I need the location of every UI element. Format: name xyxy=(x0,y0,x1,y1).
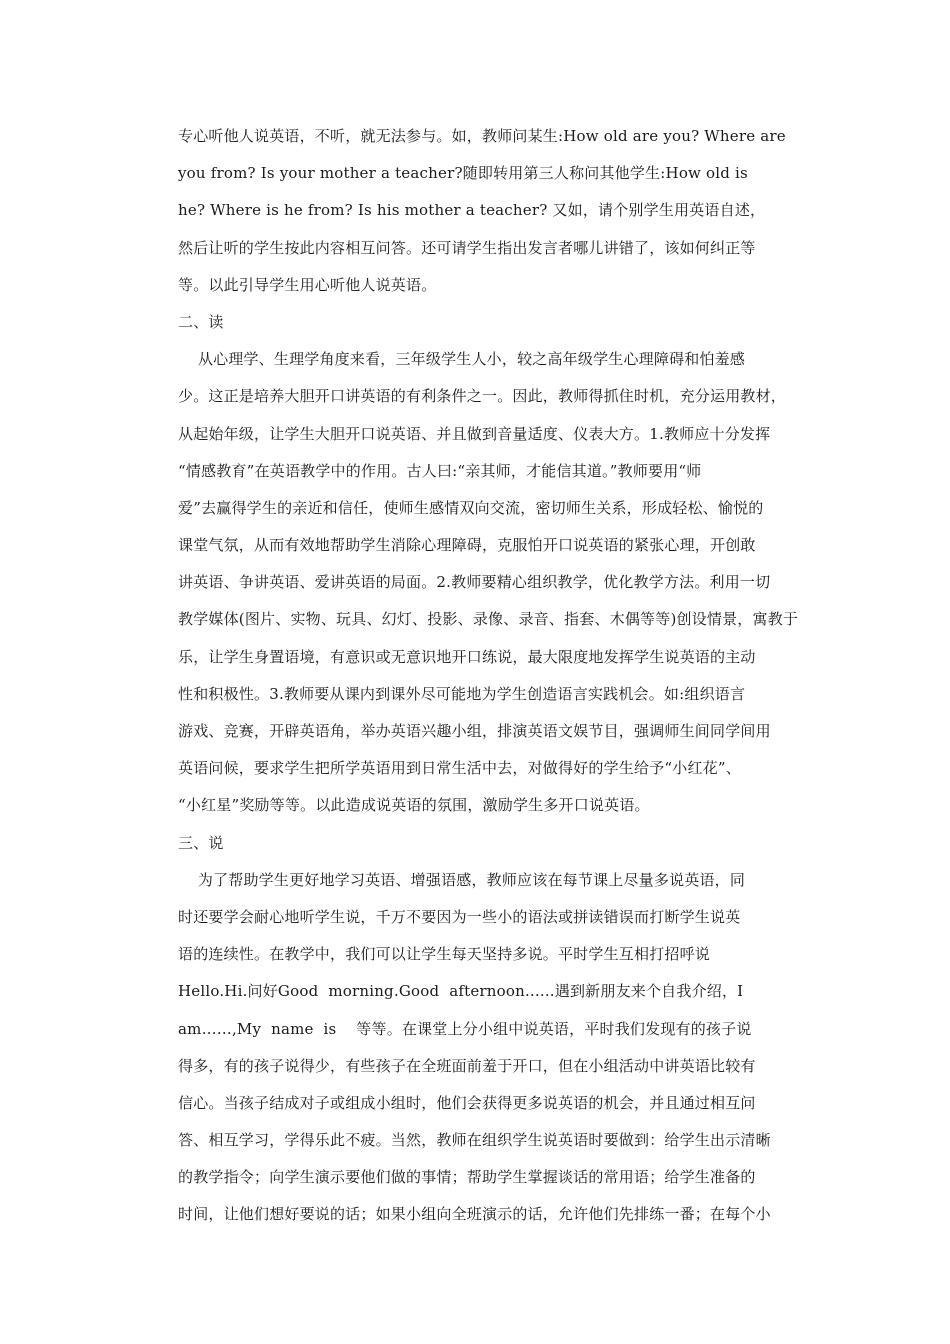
text-line: 游戏、竞赛，开辟英语角，举办英语兴趣小组，排演英语文娱节目，强调师生间同学间用 xyxy=(178,722,771,740)
text-line: 从起始年级，让学生大胆开口说英语、并且做到音量适度、仪表大方。1.教师应十分发挥 xyxy=(178,424,771,443)
text-line: 专心听他人说英语，不听，就无法参与。如，教师问某生:How old are you? Where are xyxy=(178,127,786,145)
text-line: 少。这正是培养大胆开口讲英语的有利条件之一。因此，教师得抓住时机，充分运用教材， xyxy=(178,387,787,406)
text-line: 然后让听的学生按此内容相互问答。还可请学生指出发言者哪儿讲错了，该如何纠正等 xyxy=(178,238,756,257)
text-line: 性和积极性。3.教师要从课内到课外尽可能地为学生创造语言实践机会。如:组织语言 xyxy=(178,684,746,703)
document-body xyxy=(178,118,808,1234)
text-line: 乐，让学生身置语境，有意识或无意识地开口练说，最大限度地发挥学生说英语的主动 xyxy=(178,647,756,666)
text-line: “小红星”奖励等等。以此造成说英语的氛围，激励学生多开口说英语。 xyxy=(178,796,650,815)
text-line: 二、读 xyxy=(178,312,224,331)
text-line: 英语问候，要求学生把所学英语用到日常生活中去，对做得好的学生给予“小红花”、 xyxy=(178,759,741,778)
text-line: 时还要学会耐心地听学生说，千万不要因为一些小的语法或拼读错误而打断学生说英 xyxy=(178,907,741,926)
text-line: 讲英语、争讲英语、爱讲英语的局面。2.教师要精心组织教学，优化教学方法。利用一切 xyxy=(178,573,771,592)
text-line: “情感教育”在英语教学中的作用。古人曰:“亲其师，才能信其道。”教师要用“师 xyxy=(178,461,702,480)
text-line: am……,My name is 等等。在课堂上分小组中说英语，平时我们发现有的孩子说 xyxy=(178,1019,752,1038)
text-line: 课堂气氛，从而有效地帮助学生消除心理障碍，克服怕开口说英语的紧张心理，开创敢 xyxy=(178,536,756,555)
text-line: Hello.Hi.问好Good morning.Good afternoon......遇到新朋友来个自我介绍，I xyxy=(178,982,744,1001)
text-line: 为了帮助学生更好地学习英语、增强语感，教师应该在每节课上尽量多说英语，同 xyxy=(178,870,746,889)
text-line: 信心。当孩子结成对子或组成小组时，他们会获得更多说英语的机会，并且通过相互问 xyxy=(178,1093,756,1112)
text-line: 爱”去赢得学生的亲近和信任，使师生感情双向交流，密切师生关系，形成轻松、愉悦的 xyxy=(178,498,764,517)
text-line: 答、相互学习，学得乐此不疲。当然，教师在组织学生说英语时要做到：给学生出示清晰 xyxy=(178,1131,771,1150)
text-line: 的教学指令；向学生演示要他们做的事情；帮助学生掌握谈话的常用语；给学生准备的 xyxy=(178,1168,756,1187)
text-line: 等。以此引导学生用心听他人说英语。 xyxy=(178,275,437,294)
text-line: 语的连续性。在教学中，我们可以让学生每天坚持多说。平时学生互相打招呼说 xyxy=(178,945,711,964)
text-line: 从心理学、生理学角度来看，三年级学生人小，较之高年级学生心理障碍和怕羞感 xyxy=(178,350,746,369)
text-line: 教学媒体(图片、实物、玩具、幻灯、投影、录像、录音、指套、木偶等等)创设情景，寓教于 xyxy=(178,610,799,629)
text-line: 时间，让他们想好要说的话；如果小组向全班演示的话，允许他们先排练一番；在每个小 xyxy=(178,1205,771,1224)
text-line: 得多，有的孩子说得少，有些孩子在全班面前羞于开口，但在小组活动中讲英语比较有 xyxy=(178,1056,756,1075)
text-line: 三、说 xyxy=(178,833,224,852)
text-line: you from? Is your mother a teacher?随即转用第三人称问其他学生:How old is xyxy=(178,164,748,183)
text-line: he? Where is he from? Is his mother a teacher? 又如，请个别学生用英语自述， xyxy=(178,201,766,220)
